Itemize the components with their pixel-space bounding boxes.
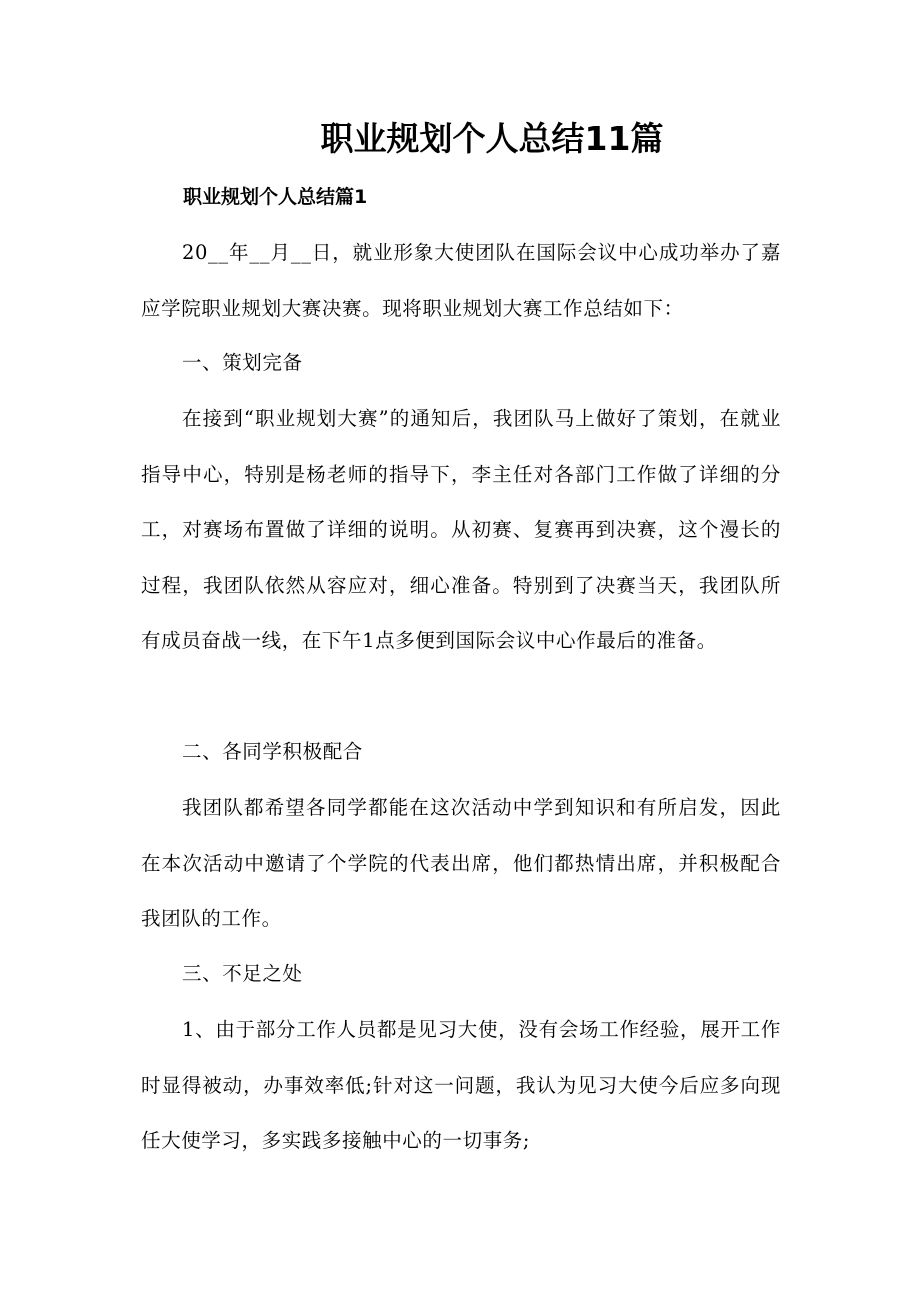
shortcoming-paragraph: 1、由于部分工作人员都是见习大使，没有会场工作经验，展开工作时显得被动，办事效率低;针对这一问题，我认为见习大使今后应多向现任大使学习，多实践多接触中心的一切事务; bbox=[141, 1018, 781, 1152]
document-title: 职业规划个人总结11篇 bbox=[320, 119, 664, 158]
cooperation-paragraph: 我团队都希望各同学都能在这次活动中学到知识和有所启发，因此在本次活动中邀请了个学院的代表出席，他们都热情出席，并积极配合我团队的工作。 bbox=[141, 796, 781, 930]
section-title: 职业规划个人总结篇1 bbox=[183, 186, 368, 208]
planning-paragraph: 在接到“职业规划大赛”的通知后，我团队马上做好了策划，在就业指导中心，特别是杨老师的指导下，李主任对各部门工作做了详细的分工，对赛场布置做了详细的说明。从初赛、复赛再到决赛，这个漫长的过程，我团队依然从容应对，细心准备。特别到了决赛当天，我团队所有成员奋战一线，在下午1点多便到国际会议中心作最后的准备。 bbox=[141, 407, 781, 652]
heading-planning: 一、策划完备 bbox=[182, 351, 303, 374]
heading-shortcomings: 三、不足之处 bbox=[182, 962, 303, 985]
intro-paragraph: 20__年__月__日，就业形象大使团队在国际会议中心成功举办了嘉应学院职业规划大赛决赛。现将职业规划大赛工作总结如下： bbox=[141, 241, 781, 320]
heading-cooperation: 二、各同学积极配合 bbox=[182, 740, 363, 763]
